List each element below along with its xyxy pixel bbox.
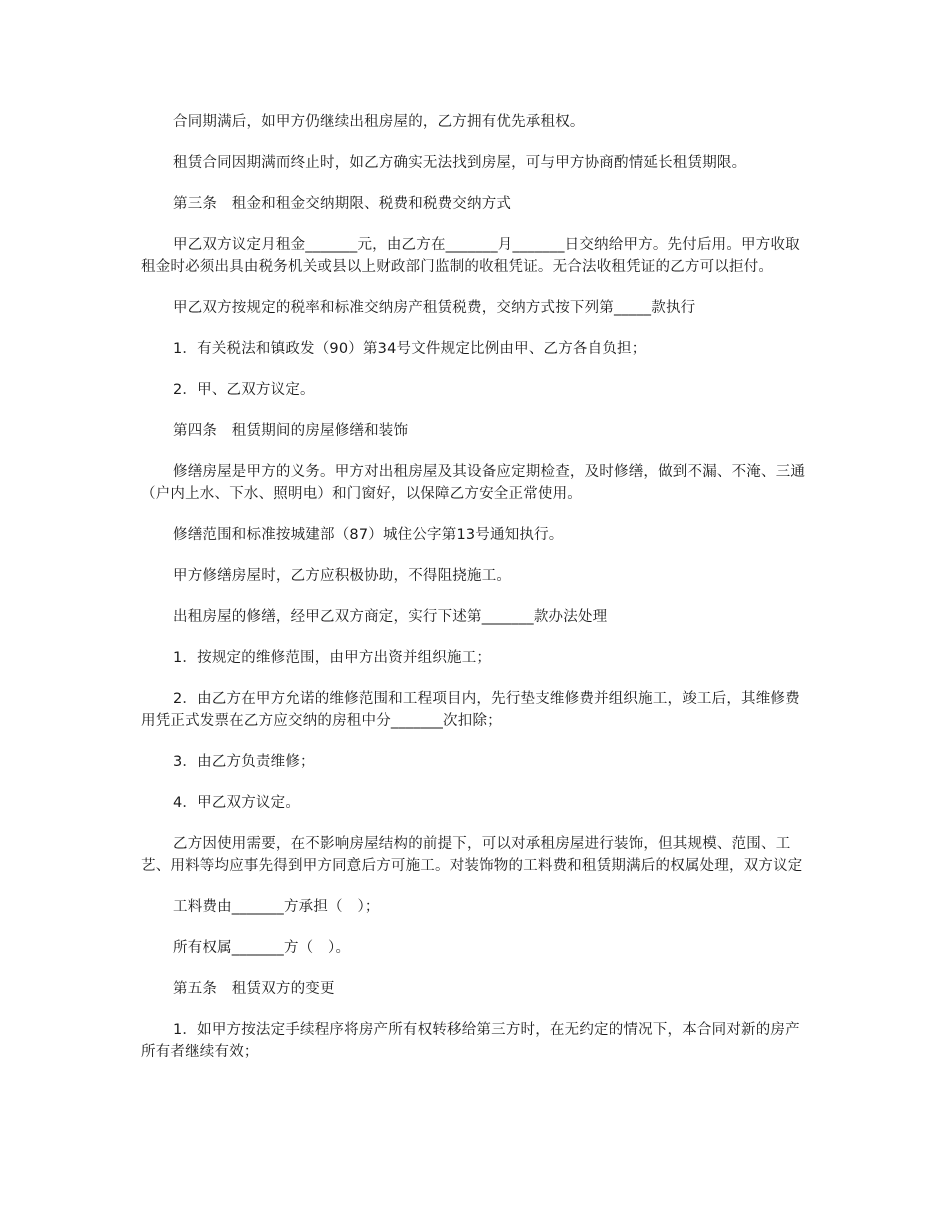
paragraph-repair-duty: 修缮房屋是甲方的义务。甲方对出租房屋及其设备应定期检查，及时修缮，做到不漏、不淹、三通（户内上水、下水、照明电）和门窗好，以保障乙方安全正常使用。 [141, 464, 806, 502]
list-item-repair-option-4: 4．甲乙双方议定。 [173, 795, 301, 811]
list-item-repair-option-1: 1．按规定的维修范围，由甲方出资并组织施工； [173, 650, 492, 666]
paragraph-repair-method: 出租房屋的修缮，经甲乙双方商定，实行下述第_______款办法处理 [173, 609, 608, 625]
section-heading-article-3: 第三条 租金和租金交纳期限、税费和税费交纳方式 [173, 196, 512, 212]
paragraph-ownership: 所有权属_______方（ ）。 [173, 940, 351, 956]
paragraph-monthly-rent: 甲乙双方议定月租金_______元，由乙方在_______月_______日交纳给甲方。先付后用。甲方收取租金时必须出具由税务机关或县以上财政部门监制的收租凭证。无合法收租凭证的乙方可以拒付。 [141, 237, 800, 275]
paragraph-repair-cooperation: 甲方修缮房屋时，乙方应积极协助，不得阻挠施工。 [173, 568, 512, 584]
paragraph-extension: 租赁合同因期满而终止时，如乙方确实无法找到房屋，可与甲方协商酌情延长租赁期限。 [173, 155, 747, 171]
list-item-change-option-1: 1．如甲方按法定手续程序将房产所有权转移给第三方时，在无约定的情况下，本合同对新的房产所有者继续有效； [141, 1022, 800, 1060]
paragraph-material-cost: 工料费由_______方承担（ ）； [173, 899, 380, 915]
paragraph-repair-scope: 修缮范围和标准按城建部（87）城住公字第13号通知执行。 [173, 527, 564, 543]
paragraph-renewal-priority: 合同期满后，如甲方仍继续出租房屋的，乙方拥有优先承租权。 [173, 114, 585, 130]
section-heading-article-5: 第五条 租赁双方的变更 [173, 981, 335, 997]
paragraph-tax-payment: 甲乙双方按规定的税率和标准交纳房产租赁税费，交纳方式按下列第_____款执行 [173, 300, 696, 316]
document-body [141, 111, 813, 1082]
paragraph-decoration: 乙方因使用需要，在不影响房屋结构的前提下，可以对承租房屋进行装饰，但其规模、范围、工艺、用料等均应事先得到甲方同意后方可施工。对装饰物的工料费和租赁期满后的权属处理，双方议定 [141, 836, 803, 874]
list-item-repair-option-2: 2．由乙方在甲方允诺的维修范围和工程项目内，先行垫支维修费并组织施工，竣工后，其维修费用凭正式发票在乙方应交纳的房租中分_______次扣除； [141, 691, 800, 729]
list-item-repair-option-3: 3．由乙方负责维修； [173, 754, 315, 770]
list-item-tax-option-1: 1．有关税法和镇政发（90）第34号文件规定比例由甲、乙方各自负担； [173, 341, 647, 357]
section-heading-article-4: 第四条 租赁期间的房屋修缮和装饰 [173, 423, 409, 439]
list-item-tax-option-2: 2．甲、乙双方议定。 [173, 382, 315, 398]
